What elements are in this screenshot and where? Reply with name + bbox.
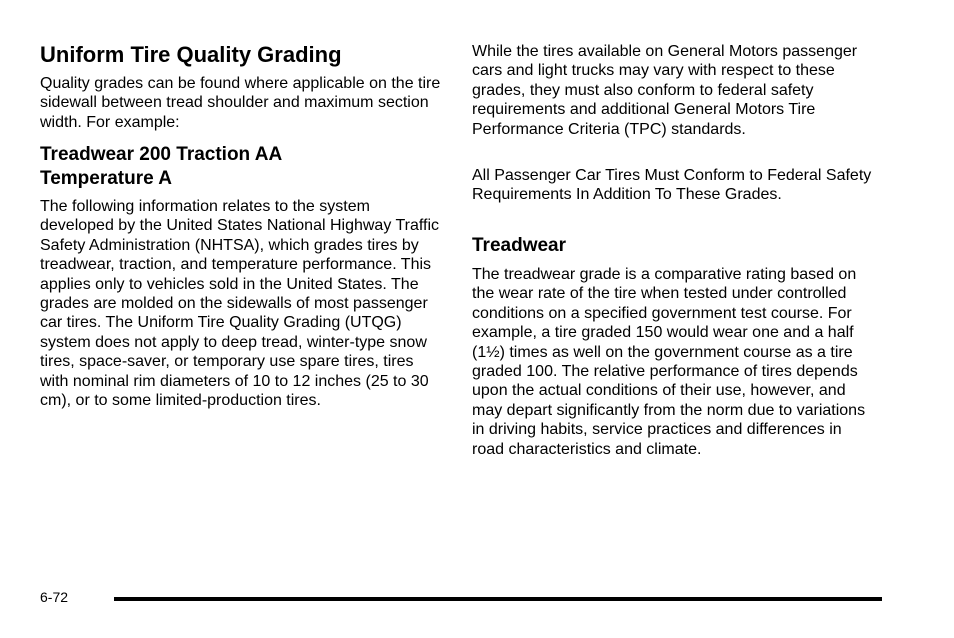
example-heading-line2: Temperature A bbox=[40, 168, 172, 189]
utqg-body-paragraph: The following information relates to the system developed by the United States National Highway Traffic Safety Administration (NHTSA), which grades tires by treadwear, traction, and temperature performance. This applies only to vehicles sold in the United States. The grades are molded on the sidewalls of most passenger car tires. The Uniform Tire Quality Grading (UTQG) system does not apply to deep tread, winter-type snow tires, space-saver, or temporary use spare tires, tires with nominal rim diameters of 10 to 12 inches (25 to 30 cm), or to some limited-production tires. bbox=[40, 198, 440, 410]
section-title: Uniform Tire Quality Grading bbox=[40, 42, 342, 67]
intro-paragraph: Quality grades can be found where applicable on the tire sidewall between tread shoulder and maximum section width. For example: bbox=[40, 75, 441, 131]
treadwear-paragraph: The treadwear grade is a comparative rating based on the wear rate of the tire when tested under controlled conditions on a specified government test course. For example, a tire graded 150 would wear one and a half (1½) times as well on the government course as a tire graded 100. The relative performance of tires depends upon the actual conditions of their use, however, and may depart significantly from the norm due to variations in driving habits, service practices and differences in road characteristics and climate. bbox=[472, 266, 866, 458]
conformance-paragraph: All Passenger Car Tires Must Conform to Federal Safety Requirements In Addition To These Grades. bbox=[472, 167, 872, 204]
treadwear-heading: Treadwear bbox=[472, 235, 566, 256]
page-number: 6-72 bbox=[40, 589, 69, 605]
footer-rule bbox=[114, 597, 882, 601]
example-heading-line1: Treadwear 200 Traction AA bbox=[40, 144, 283, 165]
gm-standards-paragraph: While the tires available on General Motors passenger cars and light trucks may vary with respect to these grades, they must also conform to federal safety requirements and additional General Motors Tire Performance Criteria (TPC) standards. bbox=[472, 43, 858, 138]
example-heading bbox=[40, 143, 445, 191]
